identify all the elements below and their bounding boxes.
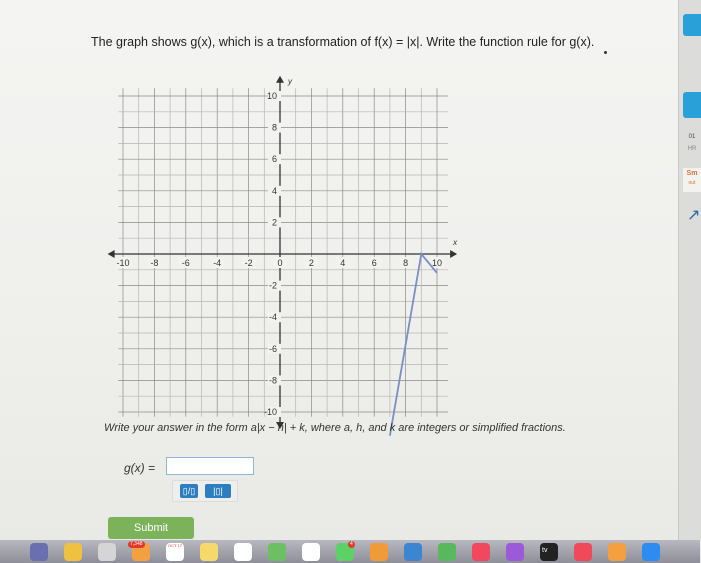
x-axis-label: x [453, 238, 458, 247]
side-sublabel: out [688, 180, 696, 186]
keynote-icon[interactable] [404, 543, 422, 561]
appstore-icon[interactable] [642, 543, 660, 561]
fraction-button[interactable]: ▯/▯ [180, 484, 198, 498]
submit-button[interactable]: Submit [108, 517, 194, 539]
side-label: Sm [686, 170, 698, 177]
side-nav-button[interactable] [683, 92, 701, 118]
x-axis-arrow-left [108, 250, 115, 258]
tv-icon[interactable] [540, 543, 558, 561]
x-tick-label: -6 [181, 258, 190, 268]
mail-icon[interactable] [98, 543, 116, 561]
pages-icon[interactable] [370, 543, 388, 561]
x-tick-label: 10 [431, 258, 443, 268]
x-tick-label: 6 [371, 258, 377, 268]
side-arrow-icon[interactable]: ↗ [687, 207, 701, 224]
launchpad-icon[interactable] [30, 543, 48, 561]
y-tick-label: -4 [268, 312, 277, 323]
side-unit: HR [687, 146, 697, 152]
graph-of-g [390, 254, 437, 436]
y-axis-label: y [288, 76, 292, 86]
question-text: The graph shows g(x), which is a transformation of f(x) = |x|. Write the function rule for g(x). [91, 35, 595, 49]
side-time: 01 [688, 134, 696, 140]
x-tick-label: -8 [150, 258, 159, 268]
x-tick-label: 2 [308, 258, 314, 268]
x-tick-label: -2 [244, 258, 253, 268]
photos-flower-icon[interactable] [302, 543, 320, 561]
y-tick-label: 8 [271, 122, 277, 133]
calendar-month: OCT 17 [168, 543, 182, 548]
coordinate-graph[interactable] [116, 76, 462, 417]
notification-badge: 7,348 [130, 541, 143, 547]
y-tick-label: -10 [263, 407, 277, 417]
x-tick-label: -10 [116, 258, 130, 268]
answer-label: g(x) = [124, 461, 156, 475]
numbers-icon[interactable] [438, 543, 456, 561]
cursor-dot [604, 51, 607, 54]
reminders-icon[interactable] [234, 543, 252, 561]
x-tick-label: 0 [277, 258, 283, 268]
grid [118, 88, 448, 417]
y-tick-label: 4 [271, 185, 277, 196]
calendar-icon[interactable] [166, 543, 184, 561]
y-tick-label: -8 [268, 375, 277, 386]
y-tick-label: 10 [266, 91, 277, 101]
maps-icon[interactable] [268, 543, 286, 561]
y-axis-arrow-up [276, 76, 284, 83]
notes-icon[interactable] [200, 543, 218, 561]
news-icon[interactable] [574, 543, 592, 561]
answer-input[interactable] [166, 457, 254, 475]
tv-label: tv [542, 547, 548, 554]
notification-badge: 4 [350, 541, 353, 547]
side-tab-button[interactable] [683, 14, 701, 36]
axes [108, 76, 458, 429]
messages-icon[interactable] [336, 543, 354, 561]
y-tick-label: 6 [271, 154, 277, 165]
math-toolbar [172, 480, 238, 502]
photos-icon[interactable] [132, 543, 150, 561]
x-tick-label: -4 [213, 258, 222, 268]
music-icon[interactable] [472, 543, 490, 561]
x-tick-label: 4 [340, 258, 346, 268]
books-icon[interactable] [608, 543, 626, 561]
podcasts-icon[interactable] [506, 543, 524, 561]
x-axis-arrow-right [450, 250, 457, 258]
y-tick-label: 2 [271, 217, 277, 228]
g-of-x-line [390, 254, 437, 436]
dock [0, 540, 700, 563]
y-tick-label: -2 [268, 280, 277, 291]
absolute-value-button[interactable]: |▯| [205, 484, 231, 498]
side-panel [678, 0, 701, 540]
x-tick-label: 8 [403, 258, 409, 268]
answer-instructions: Write your answer in the form a|x − h| + k, where a, h, and k are integers or simplified fractions. [104, 422, 566, 434]
y-tick-label: -6 [268, 343, 277, 354]
dashboard-icon[interactable] [64, 543, 82, 561]
